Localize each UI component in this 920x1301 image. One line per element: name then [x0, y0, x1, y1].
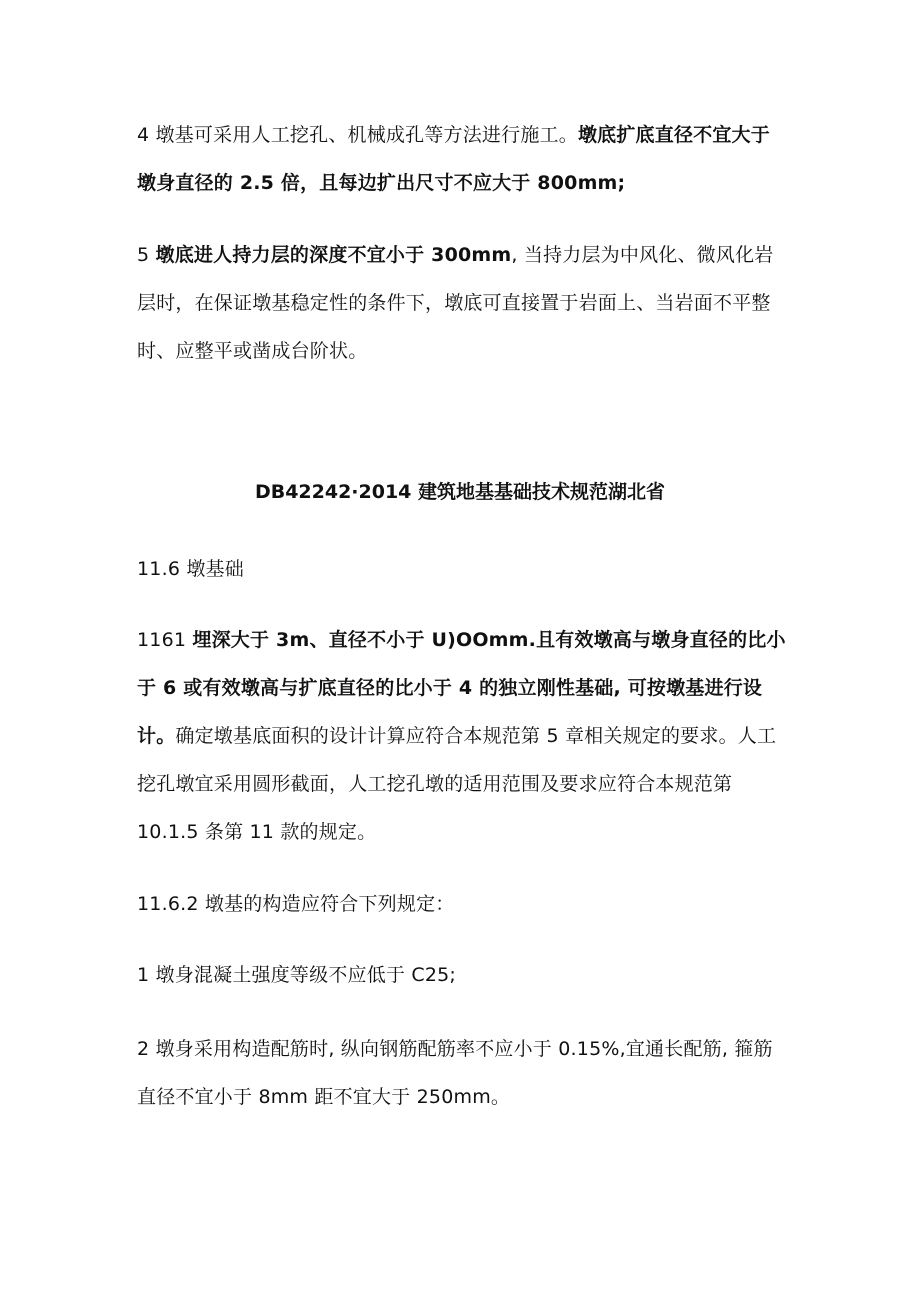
paragraph-item-4-bold-text: 墩底扩底直径不宜大于墩身直径的 2.5 倍，且每边扩出尺寸不应大于 800mm; [137, 124, 770, 194]
paragraph-item-5-text: , 当持力层为中风化、微风化岩层时，在保证墩基稳定性的条件下，墩底可直接置于岩面上、当岩面不平整时、应整平或凿成台阶状。 [137, 244, 774, 362]
document-heading: DB42242·2014 建筑地基基础技术规范湖北省 [254, 481, 666, 503]
clause-1161-number: 1161 [137, 629, 193, 651]
clause-1161-bold-text: 埋深大于 3m、直径不小于 U)OOmm.且有效墩高与墩身直径的比小于 6 或有效墩高与扩底直径的比小于 4 的独立刚性基础, 可按墩基进行设计。 [137, 629, 786, 747]
list-item-2: 2 墩身采用构造配筋时, 纵向钢筋配筋率不应小于 0.15%,宜通长配筋, 箍筋直径不宜小于 8mm 距不宜大于 250mm。 [137, 1038, 773, 1108]
paragraph-item-5-number: 5 [137, 244, 156, 266]
list-item-1: 1 墩身混凝土强度等级不应低于 C25; [137, 964, 457, 986]
paragraph-item-4-text: 4 墩基可采用人工挖孔、机械成孔等方法进行施工。 [137, 124, 578, 146]
clause-1161 [137, 616, 787, 856]
paragraph-item-5-bold-text: 墩底进人持力层的深度不宜小于 300mm [155, 244, 512, 266]
clause-1161-text: 确定墩基底面积的设计计算应符合本规范第 5 章相关规定的要求。人工挖孔墩宜采用圆形截面，人工挖孔墩的适用范围及要求应符合本规范第 10.1.5 条第 11 款的规定。 [137, 725, 777, 843]
paragraph-item-4 [137, 111, 787, 207]
paragraph-item-5 [137, 231, 787, 375]
section-title: 11.6 墩基础 [137, 558, 244, 580]
clause-11-6-2: 11.6.2 墩基的构造应符合下列规定： [137, 893, 455, 915]
